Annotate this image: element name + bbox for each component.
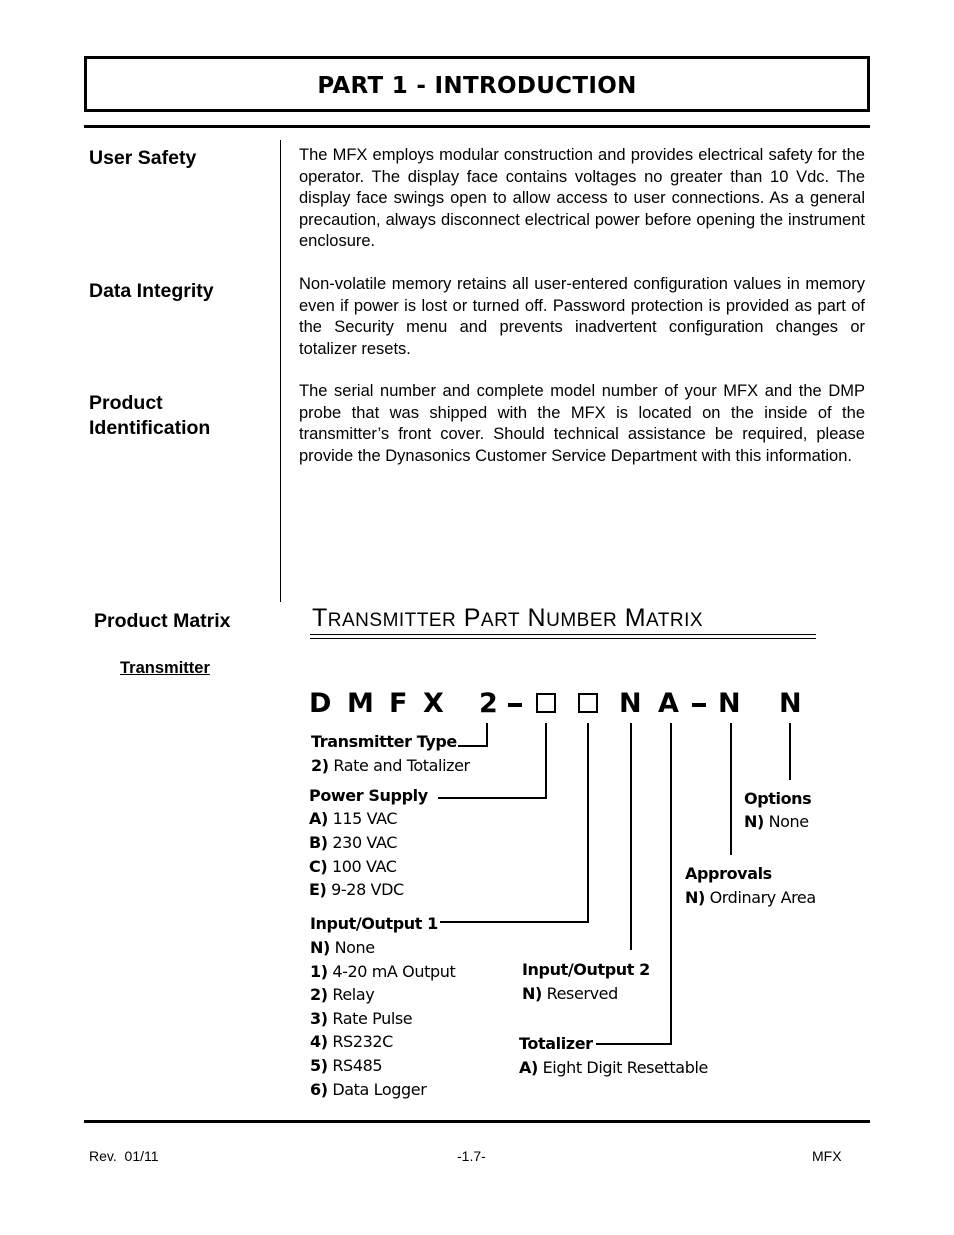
matrix-title-umber: UMBER xyxy=(546,610,618,631)
option-key: 4) xyxy=(310,1032,328,1051)
option-label: 9-28 VDC xyxy=(331,880,404,899)
option-label: Eight Digit Resettable xyxy=(542,1058,708,1077)
transmitter-link[interactable]: Transmitter xyxy=(120,659,210,677)
matrix-title-ransmitter: RANSMITTER xyxy=(327,610,457,631)
product-identification-heading xyxy=(89,391,210,441)
option-label: RS232C xyxy=(332,1032,393,1051)
footer-revision: Rev. 01/11 xyxy=(89,1148,159,1164)
line-type-h xyxy=(458,745,488,747)
data-integrity-text: Non-volatile memory retains all user-entered configuration values in memory even if power is lost or turned off. Password protection is provided as part of the Security menu and prevents inadvertent configuration changes or totalizer resets. xyxy=(299,275,865,358)
matrix-title-m: M xyxy=(624,604,647,632)
matrix-title xyxy=(312,604,703,633)
input-output-1-option xyxy=(310,1032,393,1051)
code-char-n-approvals: N xyxy=(718,688,741,719)
header-rule xyxy=(84,125,870,128)
code-char-m: M xyxy=(347,688,374,719)
option-label: Ordinary Area xyxy=(709,888,816,907)
matrix-title-p: P xyxy=(463,604,481,632)
options-title: Options xyxy=(744,789,812,808)
code-char-a-totalizer: A xyxy=(658,688,679,719)
option-label: Reserved xyxy=(546,984,618,1003)
line-io2-v xyxy=(630,723,632,950)
input-output-1-option xyxy=(310,1056,382,1075)
option-key: A) xyxy=(519,1058,538,1077)
matrix-title-art: ART xyxy=(480,610,521,631)
power-supply-option xyxy=(309,880,404,899)
input-output-1-title: Input/Output 1 xyxy=(310,914,438,933)
footer-page-number: -1.7- xyxy=(457,1148,486,1164)
input-output-1-option xyxy=(310,962,455,981)
option-key: N) xyxy=(744,812,764,831)
line-power-h xyxy=(438,797,547,799)
input-output-2-title: Input/Output 2 xyxy=(522,960,650,979)
code-char-n-options: N xyxy=(779,688,802,719)
power-supply-option xyxy=(309,857,397,876)
input-output-1-option xyxy=(310,938,375,957)
totalizer-option xyxy=(519,1058,708,1077)
matrix-title-atrix: ATRIX xyxy=(646,610,704,631)
title-box xyxy=(84,56,870,112)
option-label: 230 VAC xyxy=(332,833,397,852)
approvals-option xyxy=(685,888,816,907)
line-power-v xyxy=(545,723,547,799)
input-output-1-option xyxy=(310,1080,426,1099)
code-char-2: 2 xyxy=(479,688,498,719)
data-integrity-heading: Data Integrity xyxy=(89,280,214,302)
line-type-v xyxy=(486,723,488,746)
option-label: 115 VAC xyxy=(332,809,398,828)
option-label: RS485 xyxy=(332,1056,383,1075)
matrix-title-n: N xyxy=(527,604,547,632)
user-safety-text: The MFX employs modular construction and provides electrical safety for the operator. The display face contains voltages no greater than 10 Vdc. The display face swings open to allow access to user connections. As a general precaution, always disconnect electrical power before opening the instrument enclosure. xyxy=(299,146,865,250)
code-char-n-io2: N xyxy=(619,688,642,719)
product-identification-text: The serial number and complete model number of your MFX and the DMP probe that was shipped with the MFX is located on the inside of the transmitter’s front cover. Should technical assistance be required, please provide the Dynasonics Customer Service Department with this information. xyxy=(299,382,865,465)
line-options-v xyxy=(789,723,791,780)
line-approvals-v xyxy=(730,723,732,855)
option-key: 3) xyxy=(310,1009,328,1028)
approvals-title: Approvals xyxy=(685,864,772,883)
line-totalizer-h xyxy=(596,1043,672,1045)
option-key: C) xyxy=(309,857,328,876)
option-label: Rate Pulse xyxy=(332,1009,413,1028)
option-key: 6) xyxy=(310,1080,328,1099)
option-key: B) xyxy=(309,833,328,852)
option-label: Rate and Totalizer xyxy=(333,756,470,775)
transmitter-type-title: Transmitter Type xyxy=(311,732,457,751)
footer-rule xyxy=(84,1120,870,1123)
power-supply-title: Power Supply xyxy=(309,786,428,805)
code-box-io1 xyxy=(578,693,598,713)
option-label: 100 VAC xyxy=(331,857,397,876)
matrix-title-t: T xyxy=(312,604,328,632)
code-char-x: X xyxy=(423,688,444,719)
line-io1-v xyxy=(587,723,589,923)
option-key: 2) xyxy=(310,985,328,1004)
option-key: N) xyxy=(522,984,542,1003)
option-key: A) xyxy=(309,809,328,828)
line-io1-h xyxy=(440,921,589,923)
footer-product-name: MFX xyxy=(812,1148,842,1164)
option-key: E) xyxy=(309,880,327,899)
option-label: Relay xyxy=(332,985,375,1004)
option-key: 1) xyxy=(310,962,328,981)
option-label: Data Logger xyxy=(332,1080,427,1099)
option-label: None xyxy=(768,812,809,831)
option-key: 2) xyxy=(311,756,329,775)
option-key: 5) xyxy=(310,1056,328,1075)
options-option xyxy=(744,812,809,831)
column-divider xyxy=(280,140,281,602)
totalizer-title: Totalizer xyxy=(519,1034,593,1053)
option-label: 4-20 mA Output xyxy=(332,962,456,981)
option-key: N) xyxy=(310,938,330,957)
product-identification-heading-line2: Identification xyxy=(89,417,211,439)
page-title: PART 1 - INTRODUCTION xyxy=(317,73,637,99)
power-supply-option xyxy=(309,833,397,852)
user-safety-heading: User Safety xyxy=(89,147,197,169)
code-dash-1 xyxy=(508,703,522,707)
code-dash-2 xyxy=(692,703,706,707)
input-output-1-option xyxy=(310,1009,412,1028)
input-output-1-option xyxy=(310,985,374,1004)
option-label: None xyxy=(334,938,375,957)
code-char-d: D xyxy=(309,688,332,719)
option-key: N) xyxy=(685,888,705,907)
product-matrix-heading: Product Matrix xyxy=(94,610,231,632)
code-box-power xyxy=(536,693,556,713)
power-supply-option xyxy=(309,809,397,828)
line-totalizer-v xyxy=(670,723,672,1045)
product-identification-heading-line1: Product xyxy=(89,392,163,414)
matrix-title-rule-1 xyxy=(310,634,816,635)
matrix-title-rule-2 xyxy=(310,638,816,639)
transmitter-type-option xyxy=(311,756,470,775)
input-output-2-option xyxy=(522,984,618,1003)
code-char-f: F xyxy=(389,688,408,719)
